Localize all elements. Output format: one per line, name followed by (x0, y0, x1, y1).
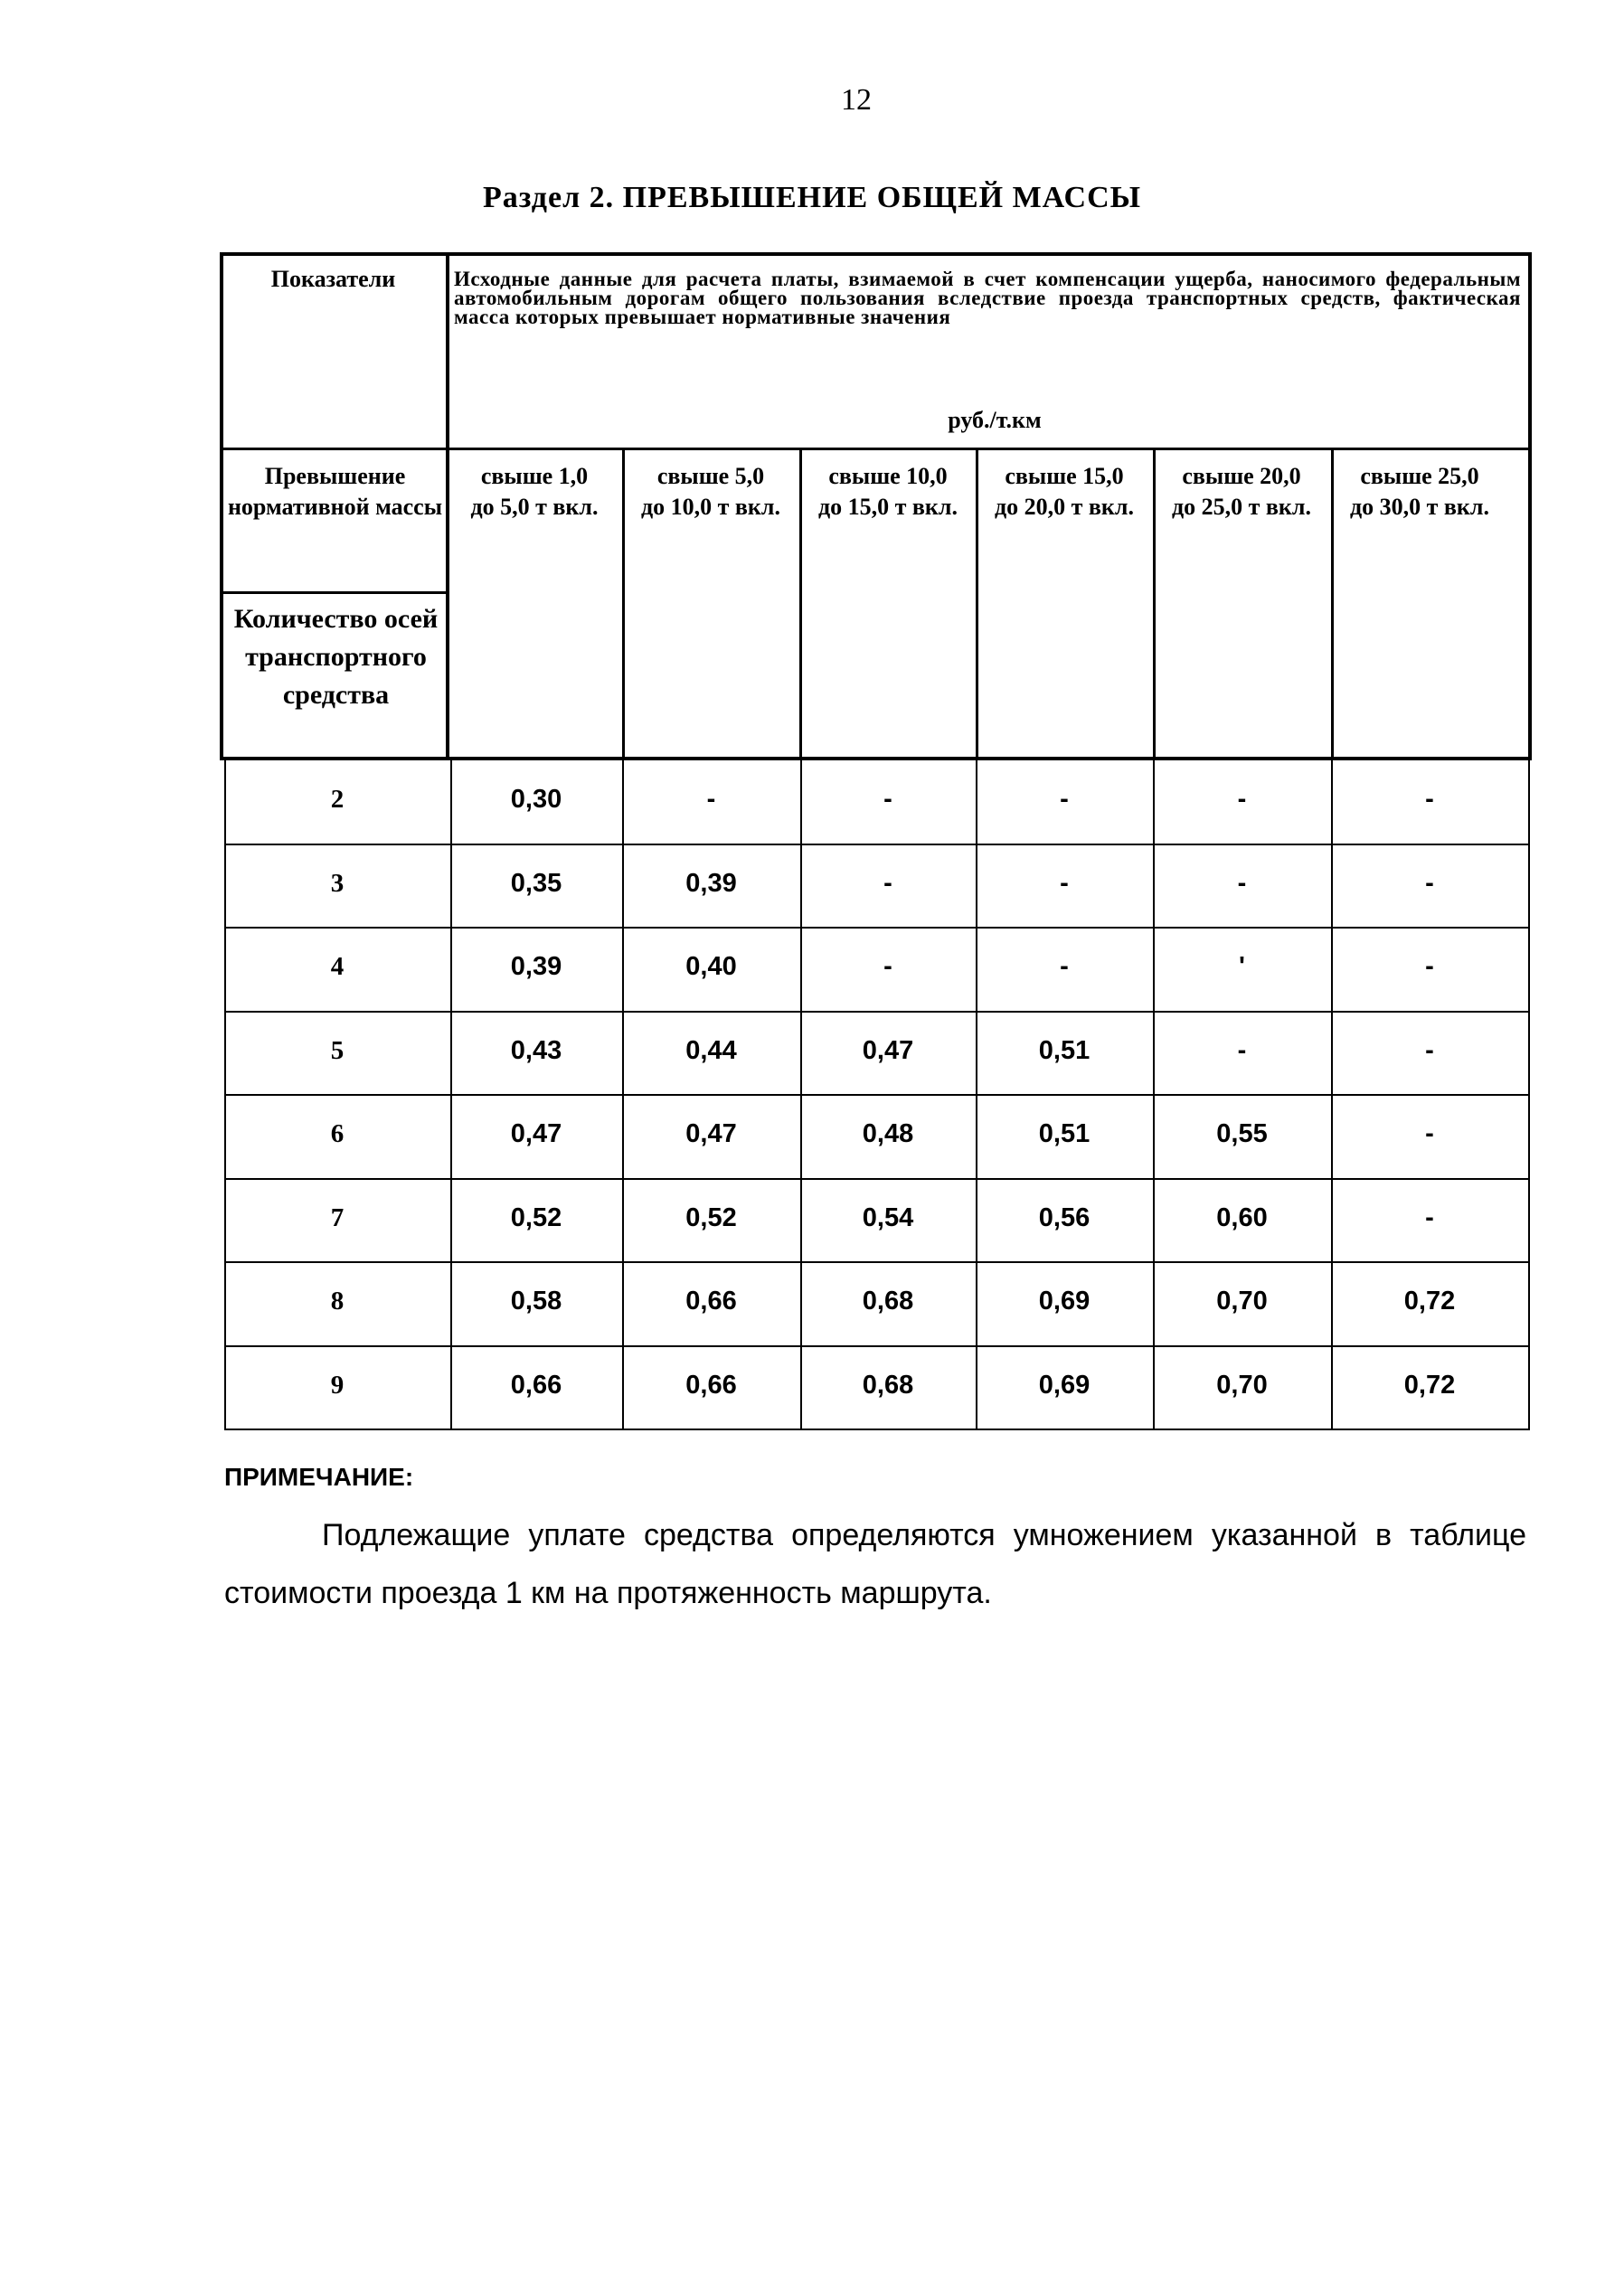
rate-cell: 0,72 (1403, 1370, 1456, 1400)
axles-cell: 3 (330, 868, 345, 898)
rate-cell: 0,52 (685, 1202, 737, 1232)
table-row-line (224, 1429, 1530, 1430)
table-row-line (224, 844, 1530, 845)
range-from: свыше 5,0 (656, 463, 765, 489)
axles-cell: 8 (330, 1287, 345, 1315)
rate-cell: - (883, 785, 892, 814)
range-header (802, 461, 974, 523)
rate-cell: 0,56 (1038, 1202, 1091, 1232)
rate-cell: - (1425, 952, 1434, 981)
rate-cell: 0,47 (685, 1119, 737, 1148)
rate-cell: - (883, 952, 892, 981)
table-row-line (224, 1261, 1530, 1263)
note-title: ПРИМЕЧАНИЕ: (224, 1463, 414, 1491)
range-header (625, 461, 797, 523)
axles-cell: 6 (330, 1119, 345, 1148)
table-row-line (224, 927, 1530, 929)
rate-cell: 0,68 (862, 1370, 914, 1400)
range-from: свыше 20,0 (1182, 463, 1301, 489)
rate-cell: 0,35 (510, 868, 562, 898)
rate-cell: 0,70 (1216, 1287, 1268, 1315)
rate-cell: 0,72 (1403, 1287, 1456, 1315)
rate-cell: 0,48 (862, 1119, 914, 1148)
axles-cell: 7 (330, 1202, 345, 1232)
header-label-split (220, 591, 448, 594)
rate-cell: 0,51 (1038, 1035, 1091, 1065)
rate-cell: 0,58 (510, 1287, 562, 1315)
range-header (1334, 461, 1506, 523)
rate-cell: - (1425, 1119, 1434, 1148)
rate-cell: 0,39 (685, 868, 737, 898)
header-right-border (1528, 252, 1532, 760)
rate-cell: - (1060, 952, 1069, 981)
initial-data-description: Исходные данные для расчета платы, взимаемой в счет компенсации ущерба, наносимого федеральным автомобильным дорогам общего пользования вследствие проезда транспортных средств, фактическая масса которых превышает нормативные значения (454, 268, 1521, 328)
axles-count-label: Количество осей транспортного средства (233, 604, 439, 710)
range-to: до 15,0 т вкл. (817, 494, 958, 520)
table-row-line (224, 1094, 1530, 1096)
table-row-line (224, 1345, 1530, 1347)
rate-cell: 0,43 (510, 1035, 562, 1065)
rate-cell: 0,69 (1038, 1370, 1091, 1400)
range-to: до 10,0 т вкл. (640, 494, 781, 520)
rate-cell: 0,39 (510, 952, 562, 981)
rate-cell: - (1237, 785, 1247, 814)
range-from: свыше 1,0 (480, 463, 589, 489)
header-top-border (220, 252, 1532, 256)
rate-cell: - (883, 868, 892, 898)
rate-cell: - (1425, 1035, 1434, 1065)
rate-cell: - (1425, 868, 1434, 898)
rate-cell: - (1425, 785, 1434, 814)
rate-cell: - (706, 785, 716, 814)
rate-cell: 0,47 (510, 1119, 562, 1148)
unit-label: руб./т.км (948, 407, 1042, 433)
rate-cell: 0,52 (510, 1202, 562, 1232)
rate-cell: ' (1239, 952, 1245, 981)
range-header (978, 461, 1150, 523)
rate-cell: 0,30 (510, 785, 562, 814)
rate-cell: - (1060, 868, 1069, 898)
rate-cell: 0,68 (862, 1287, 914, 1315)
rate-cell: - (1425, 1202, 1434, 1232)
range-from: свыше 10,0 (828, 463, 948, 489)
rate-cell: 0,66 (685, 1370, 737, 1400)
page-number: 12 (841, 83, 872, 117)
data-table (224, 759, 1532, 1429)
axles-cell: 5 (330, 1035, 345, 1065)
range-to: до 20,0 т вкл. (994, 494, 1135, 520)
table-row-line (224, 1178, 1530, 1180)
rate-cell: 0,44 (685, 1035, 737, 1065)
indicators-label: Показатели (270, 266, 396, 292)
rate-cell: - (1237, 1035, 1247, 1065)
rate-cell: 0,66 (510, 1370, 562, 1400)
note-text: Подлежащие уплате средства определяются умножением указанной в таблице стоимости проезда 1 км на протяженность маршрута. (224, 1518, 1526, 1610)
range-header (1156, 461, 1327, 523)
range-header (448, 461, 620, 523)
excess-mass-label: Превышение нормативной массы (227, 463, 443, 520)
rate-cell: 0,55 (1216, 1119, 1268, 1148)
rate-cell: 0,40 (685, 952, 737, 981)
rate-cell: 0,60 (1216, 1202, 1268, 1232)
rate-cell: 0,47 (862, 1035, 914, 1065)
rate-cell: 0,70 (1216, 1370, 1268, 1400)
rate-cell: 0,66 (685, 1287, 737, 1315)
axles-cell: 4 (330, 952, 345, 981)
rate-cell: 0,69 (1038, 1287, 1091, 1315)
range-from: свыше 15,0 (1005, 463, 1124, 489)
range-to: до 25,0 т вкл. (1171, 494, 1312, 520)
range-to: до 5,0 т вкл. (470, 494, 599, 520)
rate-cell: - (1237, 868, 1247, 898)
rate-cell: 0,51 (1038, 1119, 1091, 1148)
section-title: Раздел 2. ПРЕВЫШЕНИЕ ОБЩЕЙ МАССЫ (482, 181, 1142, 214)
range-from: свыше 25,0 (1360, 463, 1479, 489)
header-description-divider (220, 448, 1532, 450)
rate-cell: - (1060, 785, 1069, 814)
axles-cell: 2 (330, 785, 345, 814)
header-left-border (220, 252, 223, 760)
range-to: до 30,0 т вкл. (1349, 494, 1490, 520)
table-row-line (224, 1011, 1530, 1013)
rate-cell: 0,54 (862, 1202, 914, 1232)
axles-cell: 9 (330, 1370, 345, 1400)
